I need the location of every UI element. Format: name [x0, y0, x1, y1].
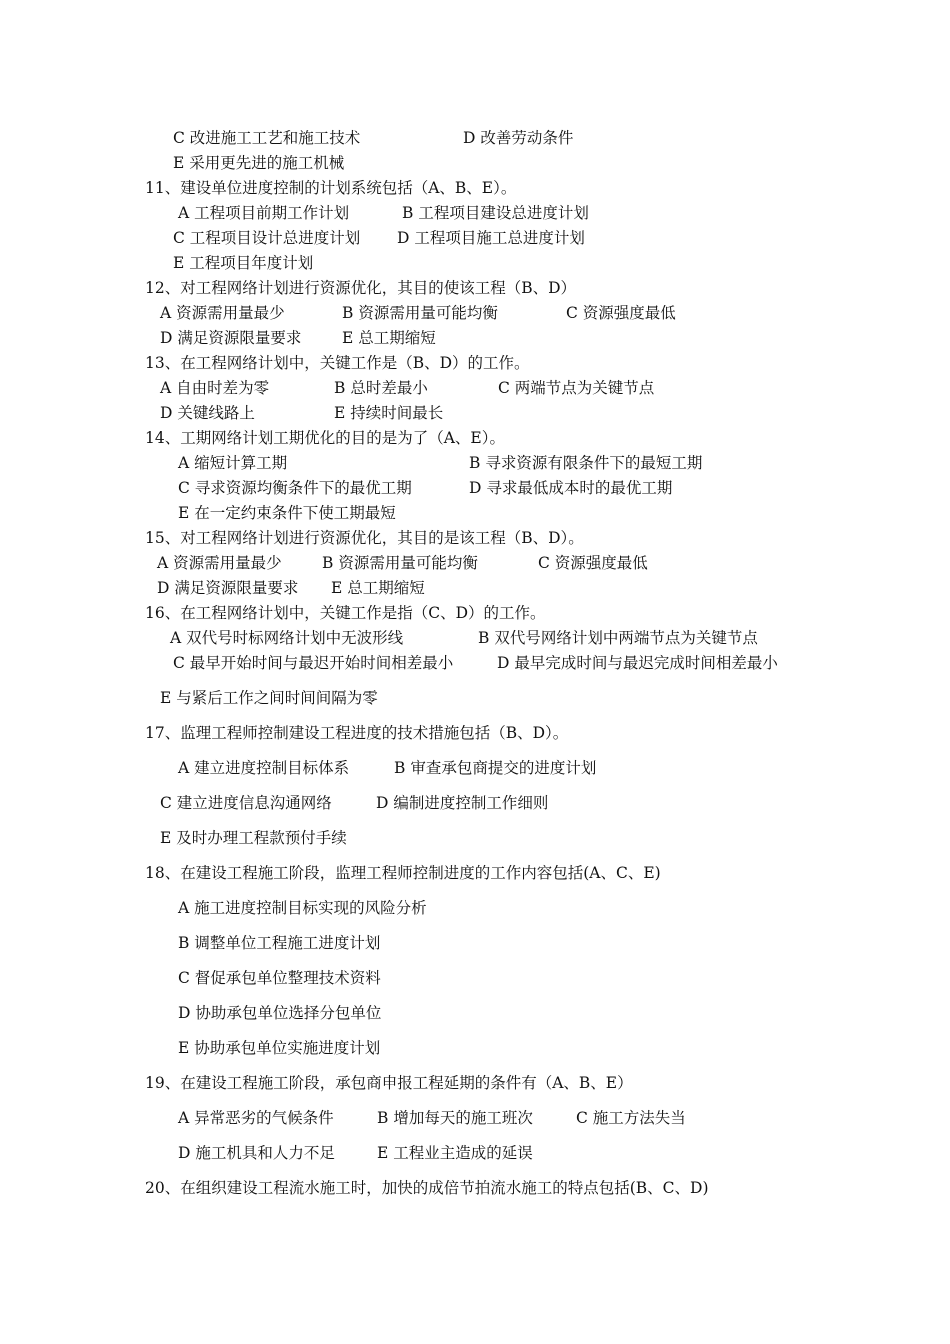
text-line: 12、对工程网络计划进行资源优化，其目的使该工程（B、D） [145, 279, 577, 297]
text-line: C 改进施工工艺和施工技术 [173, 129, 361, 147]
text-line: 20、在组织建设工程流水施工时，加快的成倍节拍流水施工的特点包括(B、C、D) [145, 1179, 709, 1197]
text-line: E 在一定约束条件下使工期最短 [178, 504, 396, 522]
text-option: B 资源需用量可能均衡 [322, 554, 478, 572]
text-option: D 寻求最低成本时的最优工期 [469, 479, 673, 497]
text-option: E 总工期缩短 [342, 329, 436, 347]
text-line: B 调整单位工程施工进度计划 [178, 934, 381, 952]
text-option: B 寻求资源有限条件下的最短工期 [469, 454, 703, 472]
text-line: 14、工期网络计划工期优化的目的是为了（A、E）。 [145, 429, 505, 447]
text-option: B 审查承包商提交的进度计划 [394, 759, 597, 777]
text-option: D 改善劳动条件 [463, 129, 574, 147]
text-line: A 工程项目前期工作计划 [178, 204, 350, 222]
text-option: C 施工方法失当 [576, 1109, 686, 1127]
text-option: E 持续时间最长 [334, 404, 444, 422]
text-line: C 建立进度信息沟通网络 [160, 794, 332, 812]
text-line: D 满足资源限量要求 [160, 329, 302, 347]
text-line: A 双代号时标网络计划中无波形线 [170, 629, 404, 647]
text-line: 18、在建设工程施工阶段，监理工程师控制进度的工作内容包括(A、C、E) [145, 864, 661, 882]
text-option: D 编制进度控制工作细则 [376, 794, 549, 812]
text-line: E 及时办理工程款预付手续 [160, 829, 347, 847]
text-line: A 资源需用量最少 [157, 554, 282, 572]
text-line: D 关键线路上 [160, 404, 255, 422]
text-line: C 督促承包单位整理技术资料 [178, 969, 381, 987]
text-line: 15、对工程网络计划进行资源优化，其目的是该工程（B、D）。 [145, 529, 584, 547]
text-option: E 工程业主造成的延误 [377, 1144, 533, 1162]
text-line: A 异常恶劣的气候条件 [178, 1109, 334, 1127]
text-option: B 双代号网络计划中两端节点为关键节点 [478, 629, 758, 647]
text-line: 19、在建设工程施工阶段，承包商申报工程延期的条件有（A、B、E） [145, 1074, 633, 1092]
text-line: A 资源需用量最少 [160, 304, 285, 322]
text-option: C 资源强度最低 [538, 554, 648, 572]
text-line: D 协助承包单位选择分包单位 [178, 1004, 382, 1022]
text-option: D 工程项目施工总进度计划 [397, 229, 585, 247]
text-line: E 采用更先进的施工机械 [173, 154, 345, 172]
text-line: 16、在工程网络计划中，关键工作是指（C、D）的工作。 [145, 604, 546, 622]
text-line: 13、在工程网络计划中，关键工作是（B、D）的工作。 [145, 354, 530, 372]
text-line: C 最早开始时间与最迟开始时间相差最小 [173, 654, 454, 672]
text-option: D 最早完成时间与最迟完成时间相差最小 [497, 654, 778, 672]
text-line: 11、建设单位进度控制的计划系统包括（A、B、E）。 [145, 179, 517, 197]
text-line: E 与紧后工作之间时间间隔为零 [160, 689, 378, 707]
text-line: E 工程项目年度计划 [173, 254, 314, 272]
text-option: C 资源强度最低 [566, 304, 676, 322]
text-line: A 自由时差为零 [160, 379, 270, 397]
text-line: A 建立进度控制目标体系 [178, 759, 350, 777]
text-line: C 工程项目设计总进度计划 [173, 229, 361, 247]
text-option: C 两端节点为关键节点 [498, 379, 655, 397]
text-line: D 施工机具和人力不足 [178, 1144, 335, 1162]
text-option: B 增加每天的施工班次 [377, 1109, 533, 1127]
text-line: E 协助承包单位实施进度计划 [178, 1039, 381, 1057]
text-line: A 施工进度控制目标实现的风险分析 [178, 899, 427, 917]
text-option: E 总工期缩短 [331, 579, 425, 597]
text-option: B 工程项目建设总进度计划 [402, 204, 589, 222]
text-line: A 缩短计算工期 [178, 454, 288, 472]
text-line: 17、监理工程师控制建设工程进度的技术措施包括（B、D）。 [145, 724, 569, 742]
text-line: C 寻求资源均衡条件下的最优工期 [178, 479, 412, 497]
text-line: D 满足资源限量要求 [157, 579, 299, 597]
text-option: B 总时差最小 [334, 379, 428, 397]
text-option: B 资源需用量可能均衡 [342, 304, 498, 322]
